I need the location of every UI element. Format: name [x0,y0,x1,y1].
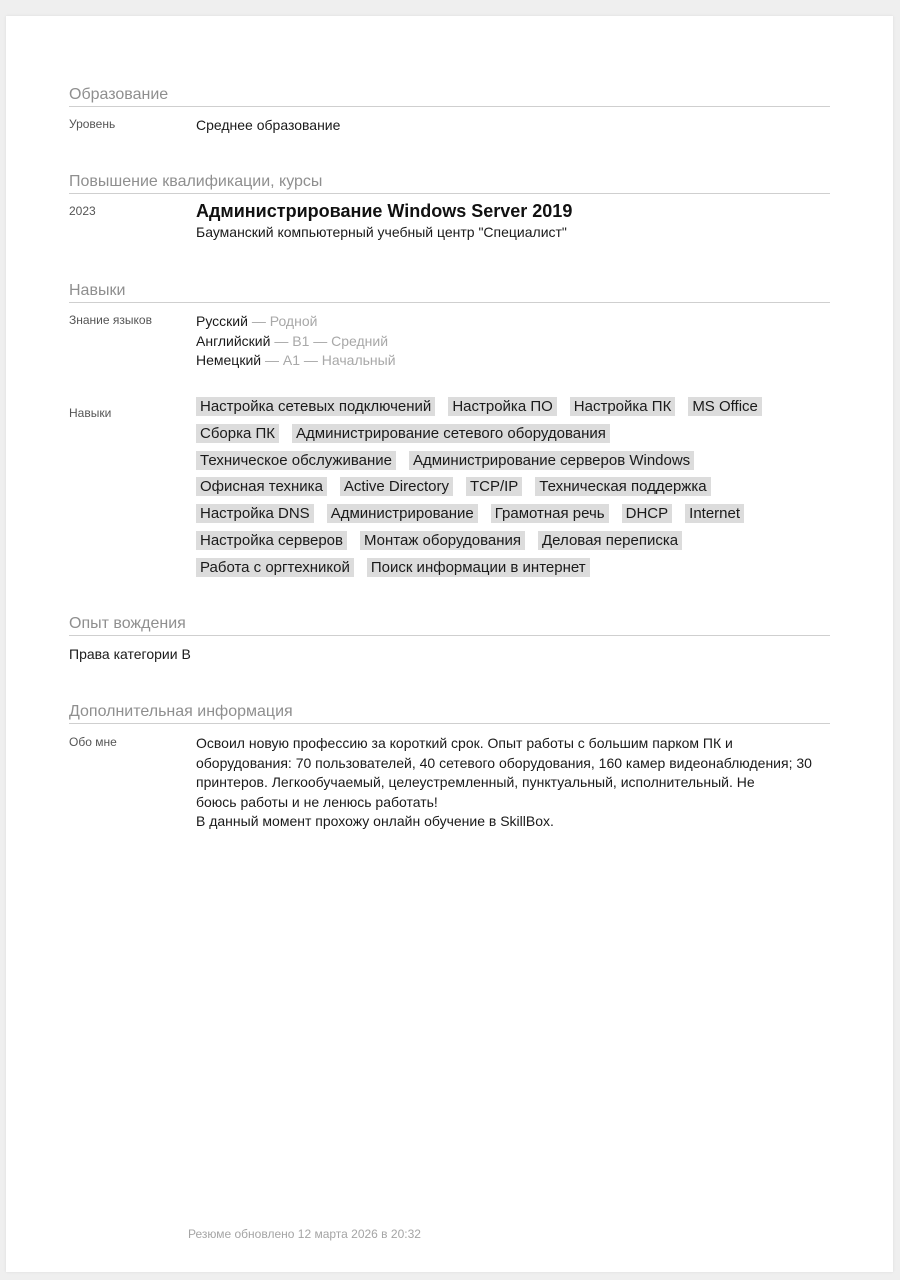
skill-tag: Internet [685,504,744,523]
skill-tag: Сборка ПК [196,424,279,443]
education-level-value: Среднее образование [196,117,341,133]
skill-tag: Настройка серверов [196,531,347,550]
about-label: Обо мне [69,735,117,749]
skill-tag: Техническая поддержка [535,477,710,496]
language-item [196,332,836,352]
skill-tag: Настройка ПК [570,397,676,416]
skill-tag: MS Office [688,397,762,416]
language-level: — A1 — Начальный [261,352,396,368]
about-text [196,734,836,832]
skill-tag: Деловая переписка [538,531,682,550]
resume-page [6,16,893,1272]
additional-section [69,702,830,829]
language-name: Русский [196,313,248,329]
education-section [69,85,830,133]
driving-value: Права категории B [69,646,191,662]
updated-timestamp: Резюме обновлено 12 марта 2026 в 20:32 [188,1227,421,1241]
language-level: — B1 — Средний [270,332,389,349]
skill-tag: DHCP [622,504,673,523]
course-org: Бауманский компьютерный учебный центр "Специалист" [196,224,567,240]
skill-tag: TCP/IP [466,477,522,496]
about-line: принтеров. Легкообучаемый, целеустремленный, пунктуальный, исполнительный. Не [196,774,755,790]
skill-tag: Active Directory [340,477,453,496]
skill-tag: Работа с оргтехникой [196,558,354,577]
skill-tag: Настройка DNS [196,504,314,523]
education-title: Образование [69,85,830,107]
about-line: боюсь работы и не ленюсь работать! [196,793,438,810]
skill-tags-line [196,531,836,558]
languages-list [196,312,836,371]
language-name: Немецкий [196,352,262,368]
about-line: В данный момент прохожу онлайн обучение в SkillBox. [196,813,554,829]
skill-tag: Офисная техника [196,477,327,496]
skill-tag: Администрирование сетевого оборудования [292,424,610,443]
skill-tags-line [196,558,836,585]
driving-section [69,614,830,662]
language-level: — Родной [247,313,318,329]
skill-tag: Настройка ПО [448,397,556,416]
language-name: Английский [196,332,271,349]
about-line: оборудования: 70 пользователей, 40 сетевого оборудования, 160 камер видеонаблюдения; 30 [196,754,812,771]
additional-title: Дополнительная информация [69,702,830,724]
skill-tag: Монтаж оборудования [360,531,525,550]
skill-tags-line [196,504,836,531]
courses-title: Повышение квалификации, курсы [69,172,830,194]
skills-label: Навыки [69,406,112,420]
skills-tags [196,397,836,585]
skill-tag: Поиск информации в интернет [367,558,590,577]
language-item [196,351,836,371]
driving-title: Опыт вождения [69,614,830,636]
skill-tags-line [196,424,836,451]
skills-section [69,281,830,576]
languages-label: Знание языков [69,313,152,327]
course-name: Администрирование Windows Server 2019 [196,201,573,221]
skill-tags-line [196,397,836,424]
skills-title: Навыки [69,281,830,303]
skill-tag: Грамотная речь [491,504,609,523]
education-level-label: Уровень [69,117,116,131]
skill-tag: Администрирование серверов Windows [409,451,694,470]
courses-section [69,172,830,240]
skill-tags-line [196,451,836,478]
skill-tag: Администрирование [327,504,478,523]
about-line: Освоил новую профессию за короткий срок. Опыт работы с большим парком ПК и [196,735,733,751]
skill-tag: Техническое обслуживание [196,451,396,470]
skill-tags-line [196,477,836,504]
course-details [196,199,836,242]
course-year: 2023 [69,204,96,218]
language-item [196,312,836,332]
skill-tag: Настройка сетевых подключений [196,397,435,416]
